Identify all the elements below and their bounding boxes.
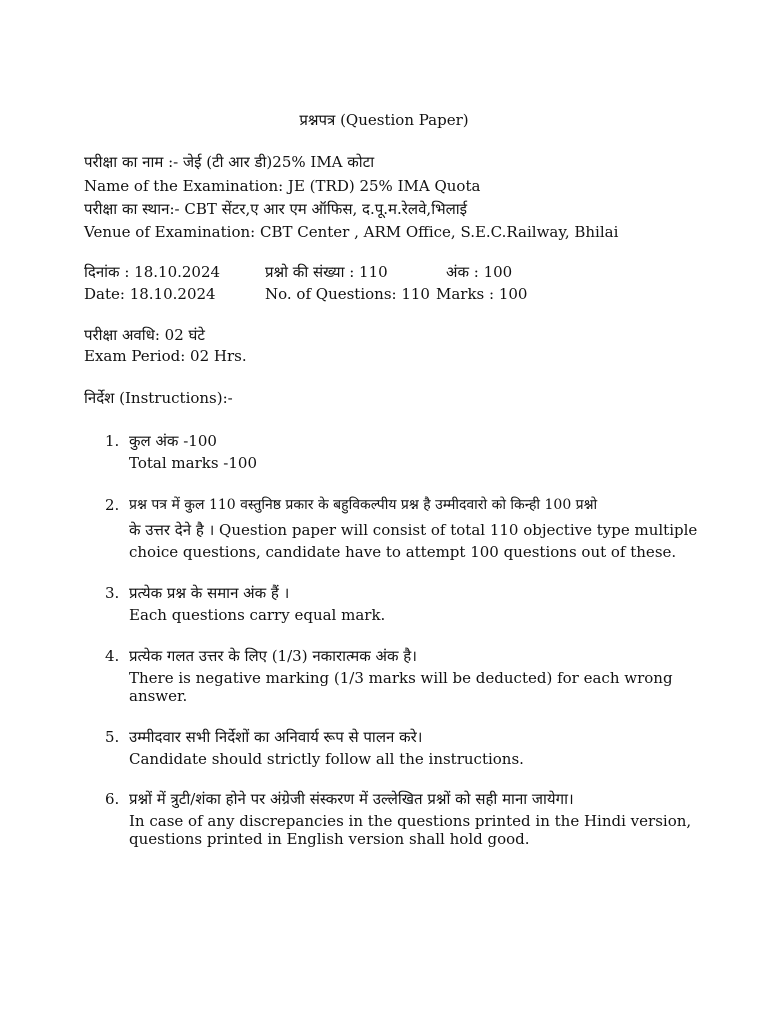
instruction-line: के उत्तर देने है । Question paper will consist of total 110 objective type multiple	[129, 521, 698, 539]
instruction-line: कुल अंक -100	[129, 432, 217, 450]
instruction-line: प्रश्न पत्र में कुल 110 वस्तुनिष्ठ प्रकार के बहुविकल्पीय प्रश्न है उम्मीदवारो को किन्ही 100 प्रश्नो	[129, 497, 598, 513]
instruction-line: Candidate should strictly follow all the instructions.	[129, 750, 524, 768]
instruction-number: 3.	[105, 584, 120, 602]
instruction-line: questions printed in English version shall hold good.	[129, 830, 530, 848]
date-hindi: दिनांक : 18.10.2024	[84, 263, 221, 281]
instruction-line: Each questions carry equal mark.	[129, 606, 386, 624]
marks-hindi: अंक : 100	[446, 263, 513, 281]
questions-count-english: No. of Questions: 110	[265, 285, 430, 303]
marks-english: Marks : 100	[436, 285, 528, 303]
instructions-heading: निर्देश (Instructions):-	[84, 389, 233, 407]
instruction-number: 1.	[105, 432, 120, 450]
instruction-line: Total marks -100	[129, 454, 257, 472]
instruction-line: choice questions, candidate have to attempt 100 questions out of these.	[129, 543, 677, 561]
instruction-line: In case of any discrepancies in the questions printed in the Hindi version,	[129, 812, 692, 830]
instruction-line: There is negative marking (1/3 marks will be deducted) for each wrong	[129, 669, 673, 687]
instruction-line: प्रत्येक प्रश्न के समान अंक हैं ।	[129, 584, 290, 602]
exam-period-english: Exam Period: 02 Hrs.	[84, 347, 247, 365]
page-title: प्रश्नपत्र (Question Paper)	[299, 111, 469, 129]
exam-name-hindi: परीक्षा का नाम :- जेई (टी आर डी)25% IMA कोटा	[84, 153, 375, 171]
instruction-number: 4.	[105, 647, 120, 665]
questions-count-hindi: प्रश्नो की संख्या : 110	[265, 263, 388, 281]
instruction-line: प्रत्येक गलत उत्तर के लिए (1/3) नकारात्मक अंक है।	[129, 647, 417, 665]
instruction-number: 2.	[105, 496, 120, 514]
instruction-number: 5.	[105, 728, 120, 746]
instruction-line: प्रश्नों में त्रुटी/शंका होने पर अंग्रेजी संस्करण में उल्लेखित प्रश्नों को सही माना जायेगा।	[129, 790, 574, 808]
instruction-number: 6.	[105, 790, 120, 808]
instruction-line: उम्मीदवार सभी निर्देशों का अनिवार्य रूप से पालन करे।	[129, 728, 423, 746]
venue-hindi: परीक्षा का स्थान:- CBT सेंटर,ए आर एम ऑफिस, द.पू.म.रेलवे,भिलाई	[84, 200, 468, 218]
exam-period-hindi: परीक्षा अवधि: 02 घंटे	[84, 326, 205, 344]
date-english: Date: 18.10.2024	[84, 285, 216, 303]
instruction-line: answer.	[129, 687, 188, 705]
exam-name-english: Name of the Examination: JE (TRD) 25% IMA Quota	[84, 177, 481, 195]
venue-english: Venue of Examination: CBT Center , ARM Office, S.E.C.Railway, Bhilai	[84, 223, 619, 241]
